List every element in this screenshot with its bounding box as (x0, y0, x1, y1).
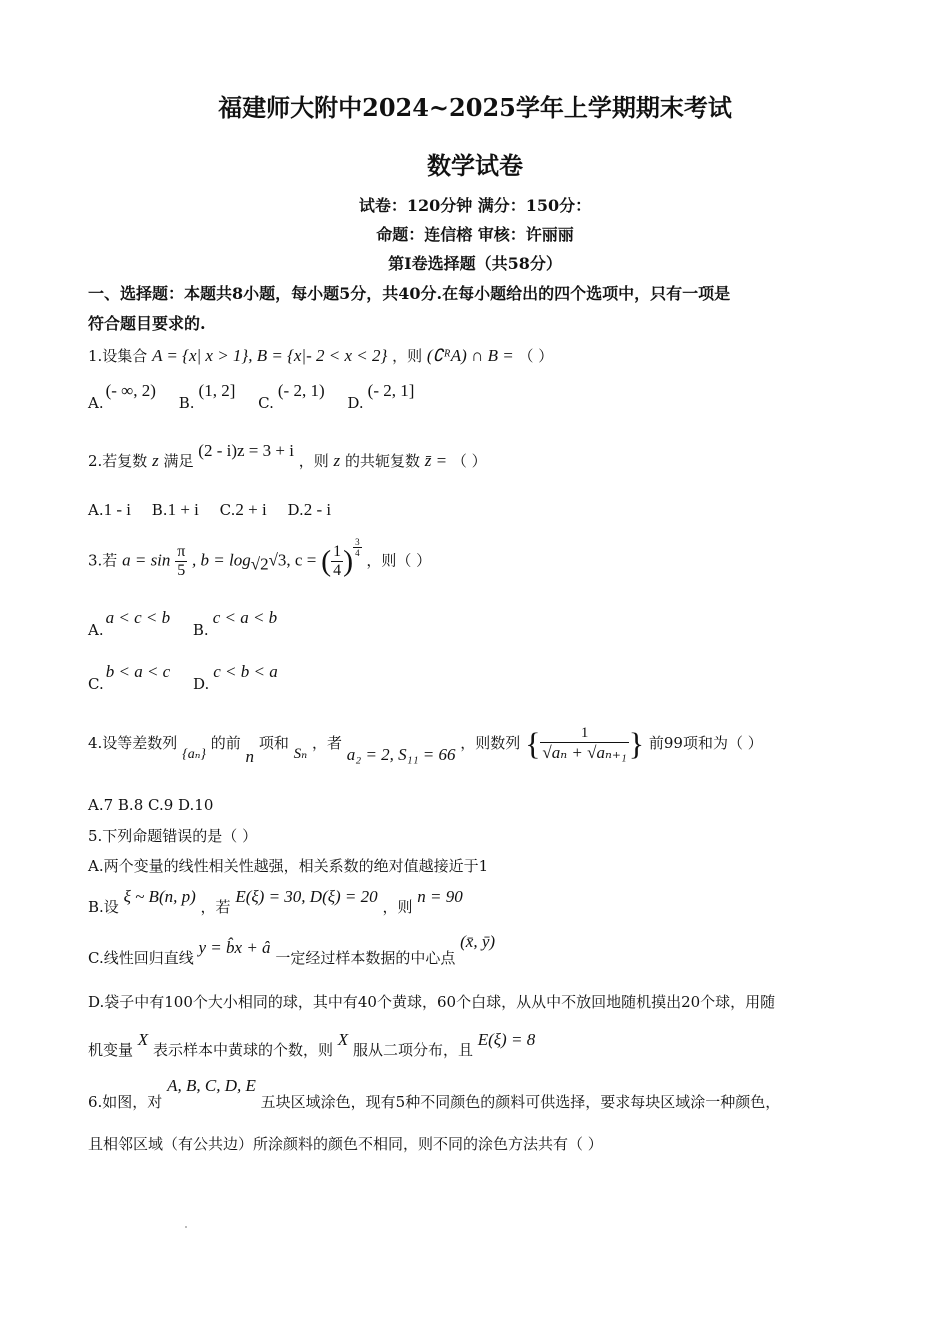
q3-one-quarter: $\frac{1}{4}$ (333, 543, 342, 579)
exam-info: 试卷：120分钟 满分：150分： (358, 196, 592, 215)
question-5: 5.下列命题错误的是（ ） (88, 827, 258, 845)
q1-option-a: A.(- ∞, 2) (88, 381, 156, 412)
q4-right-brace: } (628, 725, 645, 762)
q3-right-paren: ) (343, 544, 354, 578)
q3-option-c: C.b < a < c (88, 662, 171, 693)
q3-options-row-2 (88, 662, 278, 693)
q5-option-c: C.线性回归直线 y = b̂x + â 一定经过样本数据的中心点 (x̄, ȳ) (88, 932, 496, 967)
q4-mid2: 项和 (258, 734, 289, 752)
q2-prefix: 2.若复数 (88, 452, 148, 470)
q3-b-arg: √3, c = (268, 550, 317, 570)
q4-prefix: 4.设等差数列 (88, 734, 178, 752)
q1-option-d: D.(- 2, 1] (347, 381, 415, 412)
question-2 (88, 441, 487, 471)
q3-options-row-1 (88, 608, 278, 639)
q3-b: , b = log (192, 550, 251, 570)
q4-seq: {aₙ} (182, 747, 206, 762)
q3-option-b: B.c < a < b (192, 608, 278, 639)
q1-option-c: C.(- 2, 1) (258, 381, 325, 412)
q1-mid: ，则 (392, 347, 423, 365)
q2-mid2: ，则 (298, 452, 329, 470)
q5-option-d-line-2: 机变量 X 表示样本中黄球的个数，则 X 服从二项分布，且 E(ξ) = 8 (88, 1030, 536, 1059)
q2-z2: z (333, 451, 341, 470)
q4-fraction: $\frac{1}{\text{√aₙ + √aₙ₊₁}}$ (542, 725, 627, 762)
q2-option-a: A.1 - i (88, 500, 131, 519)
q2-option-d: D.2 - i (287, 500, 332, 519)
q2-z: z (152, 451, 159, 470)
exam-authors: 命题：连信榕 审核：许丽丽 (376, 225, 574, 244)
q3-b-base: √2 (250, 554, 269, 574)
q1-blank: （ ） (518, 347, 554, 365)
q3-left-paren: ( (321, 544, 332, 578)
q2-blank: （ ） (451, 452, 487, 470)
question-6: 6.如图，对 A, B, C, D, E 五块区域涂色，现有5种不同颜色的颜料可供选择，要求每块区域涂一种颜色， (88, 1076, 781, 1111)
q3-exponent: $\frac{3}{4}$ (355, 537, 360, 558)
q3-option-a: A.a < c < b (88, 608, 171, 639)
q4-condition: a₂ = 2, S₁₁ = 66 (346, 745, 456, 764)
q4-mid: 的前 (210, 734, 241, 752)
stray-dot (185, 1226, 187, 1228)
q3-a: a = sin (122, 550, 171, 570)
section-title: 第I卷选择题（共58分） (388, 254, 562, 273)
question-3 (88, 537, 432, 580)
q5-option-b: B.设 ξ ~ B(n, p) ，若 E(ξ) = 30, D(ξ) = 20 ，则 n = 90 (88, 887, 463, 916)
q1-math2: (∁ᴿA) ∩ B = (426, 346, 514, 365)
q3-pi-over-5: $\frac{\pi}{5}$ (177, 543, 186, 579)
q1-option-b: B.(1, 2] (178, 381, 236, 412)
q4-n: n (245, 747, 255, 766)
exam-subtitle: 数学试卷 (427, 151, 523, 180)
instructions-line-2: 符合题目要求的. (88, 314, 206, 333)
q4-left-brace: { (525, 725, 541, 762)
exam-title: 福建师大附中2024~2025学年上学期期末考试 (218, 93, 732, 122)
q2-options (88, 500, 331, 520)
q2-option-b: B.1 + i (151, 500, 199, 519)
q4-mid3: ，者 (312, 734, 343, 752)
question-6-line-2: 且相邻区域（有公共边）所涂颜料的颜色不相同，则不同的涂色方法共有（ ） (88, 1135, 603, 1153)
q2-math: (2 - i)z = 3 + i (198, 441, 294, 460)
q2-mid: 满足 (163, 452, 194, 470)
q4-mid4: ，则数列 (460, 734, 521, 752)
q2-zbar: z̄ = (424, 451, 448, 470)
q4-S: Sₙ (293, 746, 308, 762)
q4-suffix: 前99项和为（ ） (648, 734, 763, 752)
q4-options: A.7 B.8 C.9 D.10 (88, 796, 214, 814)
q1-prefix: 1.设集合 (88, 347, 148, 365)
q5-option-a: A.两个变量的线性相关性越强，相关系数的绝对值越接近于1 (88, 857, 489, 875)
q3-prefix: 3.若 (88, 551, 118, 570)
q3-suffix: ，则（ ） (366, 551, 432, 570)
q1-options (88, 381, 415, 413)
q3-option-d: D.c < b < a (193, 662, 278, 693)
question-1 (88, 345, 553, 366)
q1-math: A = {x| x > 1}, B = {x|- 2 < x < 2} (152, 346, 388, 365)
q2-mid3: 的共轭复数 (344, 452, 420, 470)
q2-option-c: C.2 + i (219, 500, 267, 519)
instructions-line-1: 一、选择题：本题共8小题，每小题5分，共40分.在每小题给出的四个选项中，只有一项是 (88, 284, 731, 303)
question-4 (88, 725, 763, 766)
q5-option-d-line-1: D.袋子中有100个大小相同的球，其中有40个黄球，60个白球，从从中不放回地随机摸出20个球，用随 (88, 993, 776, 1011)
